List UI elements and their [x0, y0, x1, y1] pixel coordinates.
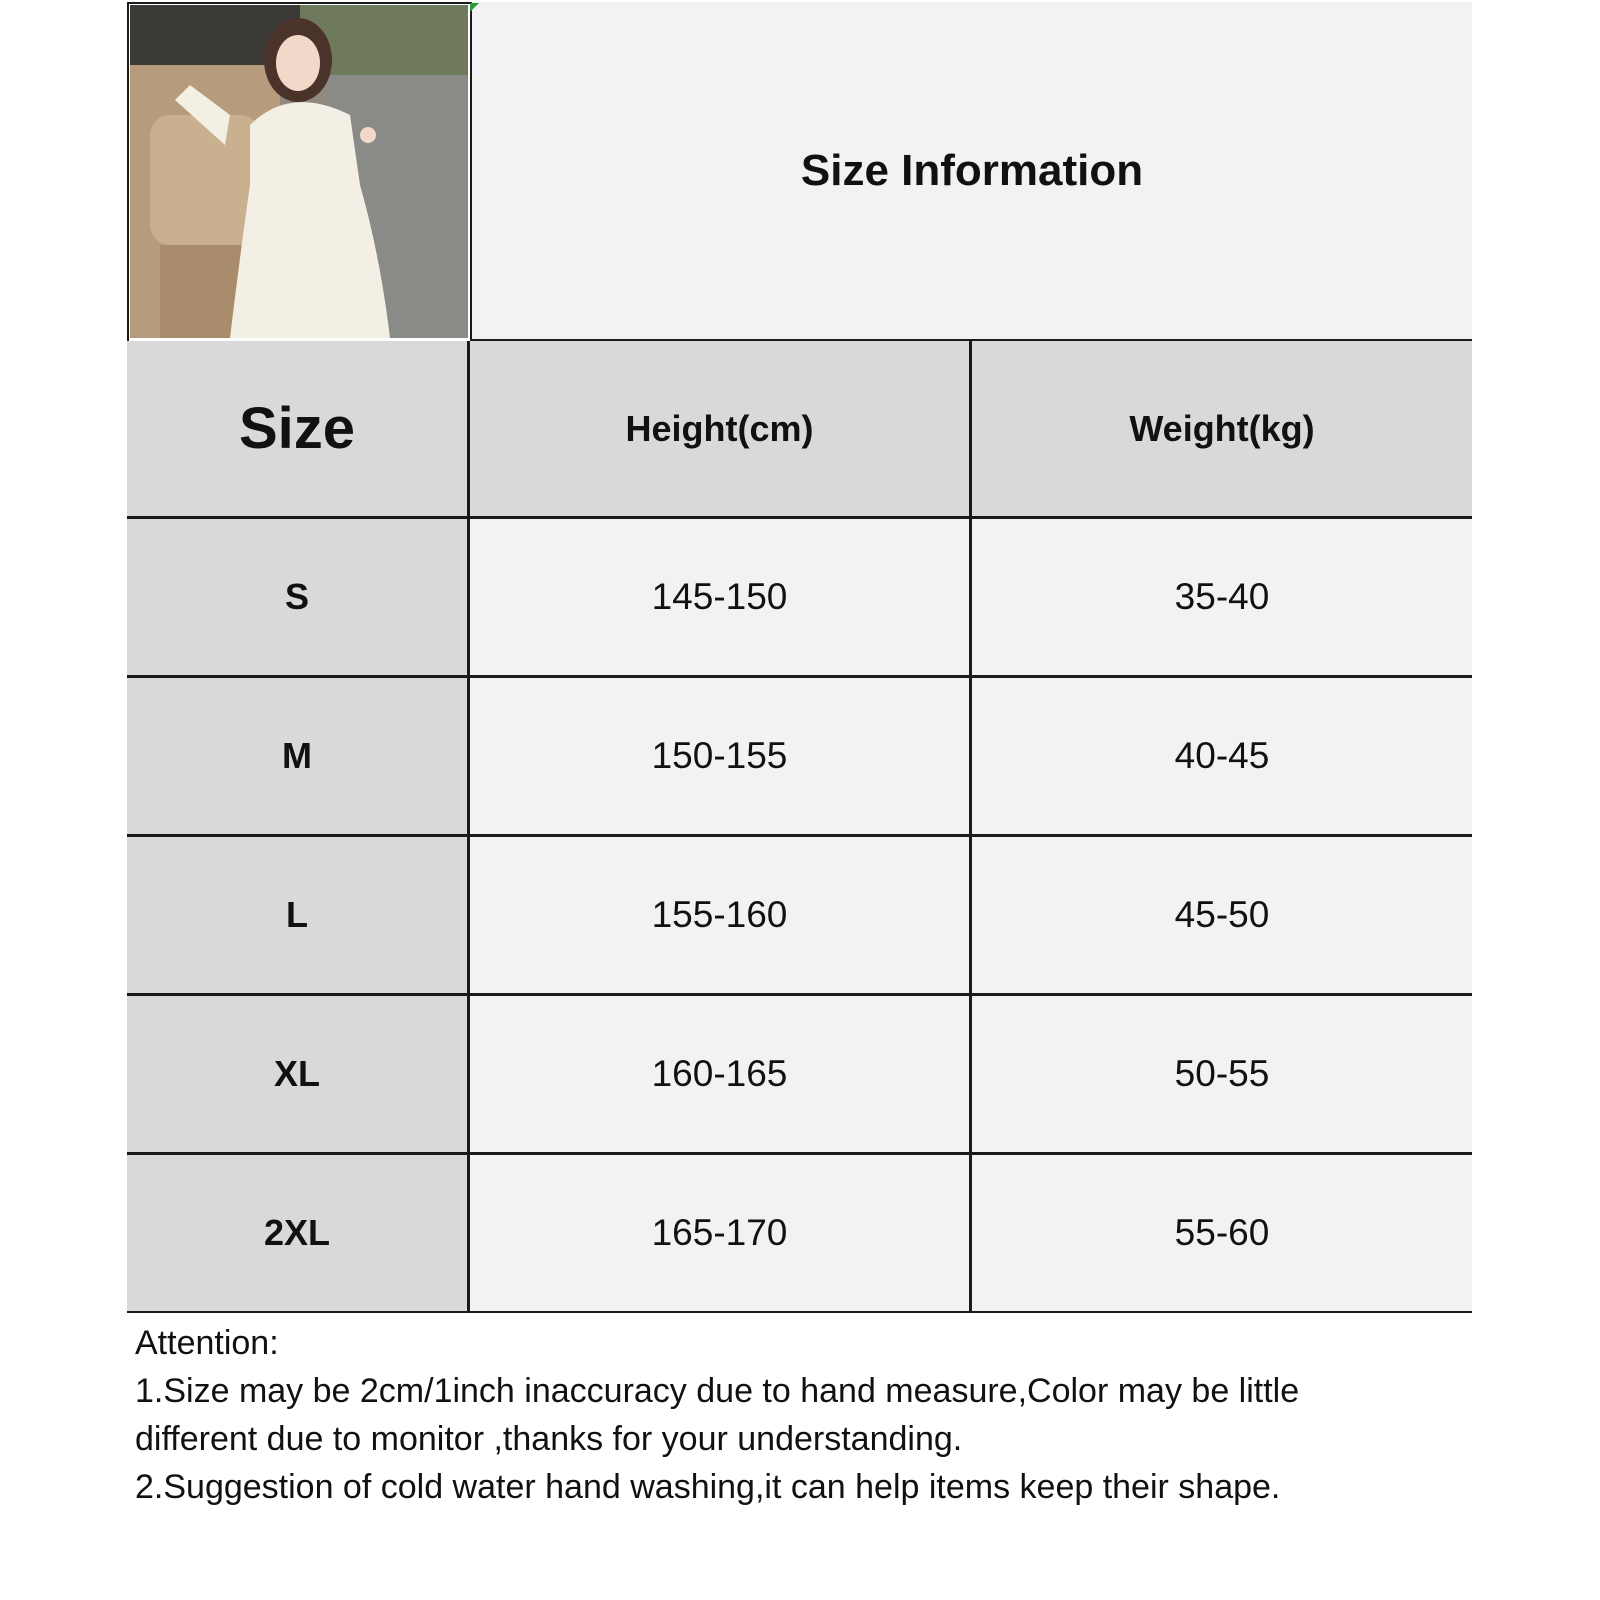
size-table	[127, 341, 1472, 1314]
note-line-2: different due to monitor ,thanks for your understanding.	[135, 1420, 963, 1458]
table-row-height: 160-165	[470, 996, 972, 1155]
table-row-size: XL	[127, 996, 470, 1155]
table-row-weight: 50-55	[972, 996, 1472, 1155]
table-row-size: M	[127, 678, 470, 837]
table-row-height: 145-150	[470, 519, 972, 678]
header-height	[470, 341, 972, 519]
notes-heading: Attention:	[135, 1324, 279, 1362]
table-row-size: L	[127, 837, 470, 996]
note-line-1: 1.Size may be 2cm/1inch inaccuracy due to hand measure,Color may be little	[135, 1372, 1300, 1410]
header-size	[127, 341, 470, 519]
header-height-label: Height(cm)	[625, 407, 814, 449]
chart-title: Size Information	[800, 145, 1144, 195]
table-row-height: 150-155	[470, 678, 972, 837]
table-row-size: 2XL	[127, 1155, 470, 1314]
attention-notes	[127, 1313, 1472, 1598]
note-line-3: 2.Suggestion of cold water hand washing,it can help items keep their shape.	[135, 1468, 1281, 1506]
title-cell	[470, 2, 1472, 341]
header-weight-label: Weight(kg)	[1129, 407, 1315, 449]
table-row-height: 165-170	[470, 1155, 972, 1314]
cell-corner-marker	[470, 3, 479, 12]
table-row-size: S	[127, 519, 470, 678]
table-row-weight: 40-45	[972, 678, 1472, 837]
table-row-weight: 45-50	[972, 837, 1472, 996]
table-row-weight: 55-60	[972, 1155, 1472, 1314]
table-row-weight: 35-40	[972, 519, 1472, 678]
header-weight	[972, 341, 1472, 519]
table-row-height: 155-160	[470, 837, 972, 996]
model-photo	[130, 5, 468, 338]
header-size-label: Size	[238, 396, 356, 461]
